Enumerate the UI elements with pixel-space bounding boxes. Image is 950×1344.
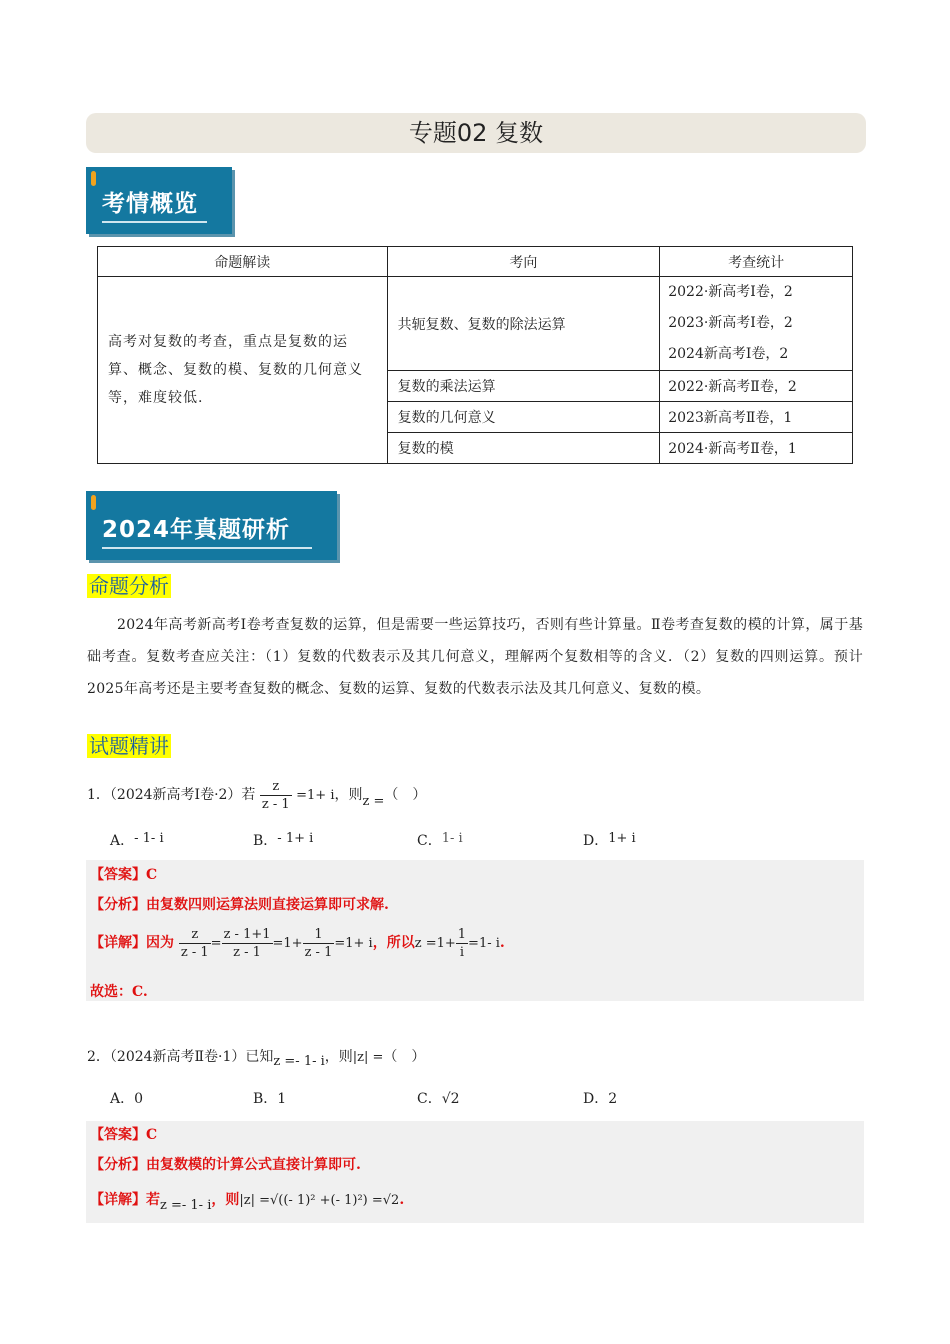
- question-1: [87, 775, 426, 815]
- answer-value: C: [146, 1127, 158, 1143]
- fraction: [303, 926, 335, 961]
- section-heading-analysis: [87, 573, 171, 599]
- option-label: A．: [110, 1091, 135, 1107]
- page-title: 专题02 复数: [86, 113, 866, 153]
- question-prefix: 2．（2024新高考Ⅱ卷·1）已知: [87, 1049, 274, 1065]
- equation: =1- i: [468, 936, 500, 951]
- table-stat: 2022·新高考Ⅱ卷，2: [660, 371, 853, 402]
- banner-label: 2024年真题研析: [102, 517, 291, 543]
- fraction: [260, 778, 292, 813]
- fraction-denominator: z - 1: [233, 944, 261, 960]
- choose-line: 故选：C.: [90, 984, 148, 1000]
- question-given: z =- 1- i: [273, 1054, 325, 1069]
- fraction-numerator: z - 1+1: [223, 926, 271, 942]
- option-d: [583, 1088, 617, 1110]
- detail-connector: ，所以: [372, 935, 415, 951]
- section-banner-overview: [86, 167, 232, 234]
- option-value: 0: [134, 1091, 144, 1107]
- fraction: [456, 926, 468, 961]
- option-label: C．: [417, 1091, 442, 1107]
- table-header: 考查统计: [660, 247, 853, 277]
- fraction-numerator: 1: [303, 926, 335, 944]
- fraction-numerator: 1: [457, 926, 467, 942]
- equation: z =- 1- i: [160, 1198, 212, 1213]
- table-topic: 共轭复数、复数的除法运算: [387, 277, 660, 371]
- option-label: C．: [417, 833, 442, 849]
- table-stat: 2023新高考Ⅱ卷，1: [660, 402, 853, 433]
- answer-tag: 【答案】: [90, 867, 146, 883]
- table-stat: 2022·新高考Ⅰ卷，2: [668, 284, 793, 300]
- answer-box-1: [86, 860, 864, 1001]
- detail-end: .: [399, 1192, 405, 1208]
- equation: z =1+: [414, 936, 456, 951]
- option-value: 2: [608, 1091, 618, 1107]
- detail-connector: ，则: [211, 1192, 240, 1208]
- table-description: 高考对复数的考查，重点是复数的运算、概念、复数的模、复数的几何意义等，难度较低.: [98, 277, 388, 464]
- question-paren: （ ）: [384, 787, 427, 803]
- equation: |z| =√((- 1)² +(- 1)²) =√2: [239, 1193, 400, 1208]
- detail-prefix: 因为: [146, 935, 174, 951]
- question-ask: z =: [362, 794, 385, 809]
- question-2: [87, 1044, 425, 1070]
- question-ask: |z| =: [352, 1050, 384, 1065]
- fraction-denominator: i: [459, 944, 464, 960]
- answer-tag: 【答案】: [90, 1127, 146, 1143]
- question-connector: ，则: [324, 1049, 353, 1065]
- option-d: [583, 830, 636, 853]
- option-label: B．: [253, 1091, 278, 1107]
- detail-end: .: [499, 935, 505, 951]
- table-stat: 2024·新高考Ⅱ卷，1: [660, 433, 853, 464]
- detail-tag: 【详解】: [90, 935, 146, 951]
- banner-accent-icon: [91, 171, 96, 186]
- table-stat: 2024新高考Ⅰ卷，2: [668, 346, 789, 362]
- fraction-denominator: z - 1: [180, 944, 209, 960]
- analysis-paragraph: 2024年高考新高考Ⅰ卷考查复数的运算，但是需要一些运算技巧，否则有些计算量。Ⅱ卷考查复数的模的计算，属于基础考查。复数考查应关注：（1）复数的代数表示及其几何意义，理解两个复数相等的含义．（2）复数的四则运算。预计2025年高考还是主要考查复数的概念、复数的运算、复数的代数表示法及其几何意义、复数的模。: [87, 617, 863, 697]
- table-stats: [660, 277, 853, 371]
- overview-table: [97, 246, 853, 464]
- section-heading-label: 命题分析: [89, 574, 169, 598]
- table-topic: 复数的几何意义: [387, 402, 660, 433]
- banner-label: 考情概览: [102, 191, 198, 217]
- equation: =1+ i: [334, 936, 373, 951]
- option-value: √2: [441, 1091, 460, 1107]
- fraction-numerator: z: [179, 926, 211, 944]
- banner-accent-icon: [91, 495, 96, 510]
- option-label: D．: [583, 1091, 609, 1107]
- question-1-options: [110, 830, 670, 852]
- fraction-denominator: z - 1: [261, 796, 290, 812]
- question-2-options: [110, 1088, 670, 1110]
- table-header-row: [98, 247, 853, 277]
- option-a: [110, 1088, 143, 1110]
- equation: =: [210, 936, 222, 951]
- option-value: - 1+ i: [277, 831, 314, 846]
- table-header: 命题解读: [98, 247, 388, 277]
- question-paren: （ ）: [383, 1049, 426, 1065]
- fraction: [179, 926, 211, 961]
- table-topic: 复数的模: [387, 433, 660, 464]
- section-heading-questions: [87, 733, 171, 759]
- analysis-line: [90, 894, 389, 914]
- answer-box-2: [86, 1121, 864, 1223]
- option-label: B．: [253, 833, 278, 849]
- option-a: [110, 830, 164, 853]
- option-value: 1- i: [441, 831, 463, 846]
- table-header: 考向: [387, 247, 660, 277]
- detail-line: [90, 1185, 404, 1215]
- option-value: 1: [277, 1091, 287, 1107]
- section-banner-2024: [86, 491, 337, 560]
- analysis-text: 由复数四则运算法则直接运算即可求解.: [146, 897, 389, 913]
- option-c: [417, 1088, 460, 1110]
- table-topic: 复数的乘法运算: [387, 371, 660, 402]
- answer-line: [90, 1124, 157, 1144]
- banner-underline: [102, 221, 207, 223]
- detail-prefix: 若: [146, 1192, 160, 1208]
- detail-tag: 【详解】: [90, 1192, 146, 1208]
- question-connector: ，则: [334, 787, 363, 803]
- analysis-line: [90, 1154, 361, 1174]
- option-b: [253, 830, 313, 853]
- option-label: D．: [583, 833, 609, 849]
- table-stat: 2023·新高考Ⅰ卷，2: [668, 315, 793, 331]
- fraction-numerator: z: [260, 778, 292, 796]
- analysis-text: 由复数模的计算公式直接计算即可.: [146, 1157, 361, 1173]
- banner-underline: [102, 547, 312, 549]
- option-value: - 1- i: [134, 831, 164, 846]
- table-row: [98, 277, 853, 371]
- section-heading-label: 试题精讲: [89, 734, 169, 758]
- answer-value: C: [146, 867, 158, 883]
- option-value: 1+ i: [608, 831, 636, 846]
- analysis-tag: 【分析】: [90, 897, 146, 913]
- detail-line: [90, 923, 505, 963]
- answer-line: [90, 864, 157, 884]
- question-prefix: 1．（2024新高考Ⅰ卷·2）若: [87, 787, 256, 803]
- option-b: [253, 1088, 286, 1110]
- fraction: [222, 926, 273, 961]
- option-label: A．: [110, 833, 135, 849]
- option-c: [417, 830, 463, 853]
- analysis-tag: 【分析】: [90, 1157, 146, 1173]
- equation: =1+ i: [296, 788, 335, 803]
- fraction-denominator: z - 1: [304, 944, 333, 960]
- equation: =1+: [272, 936, 303, 951]
